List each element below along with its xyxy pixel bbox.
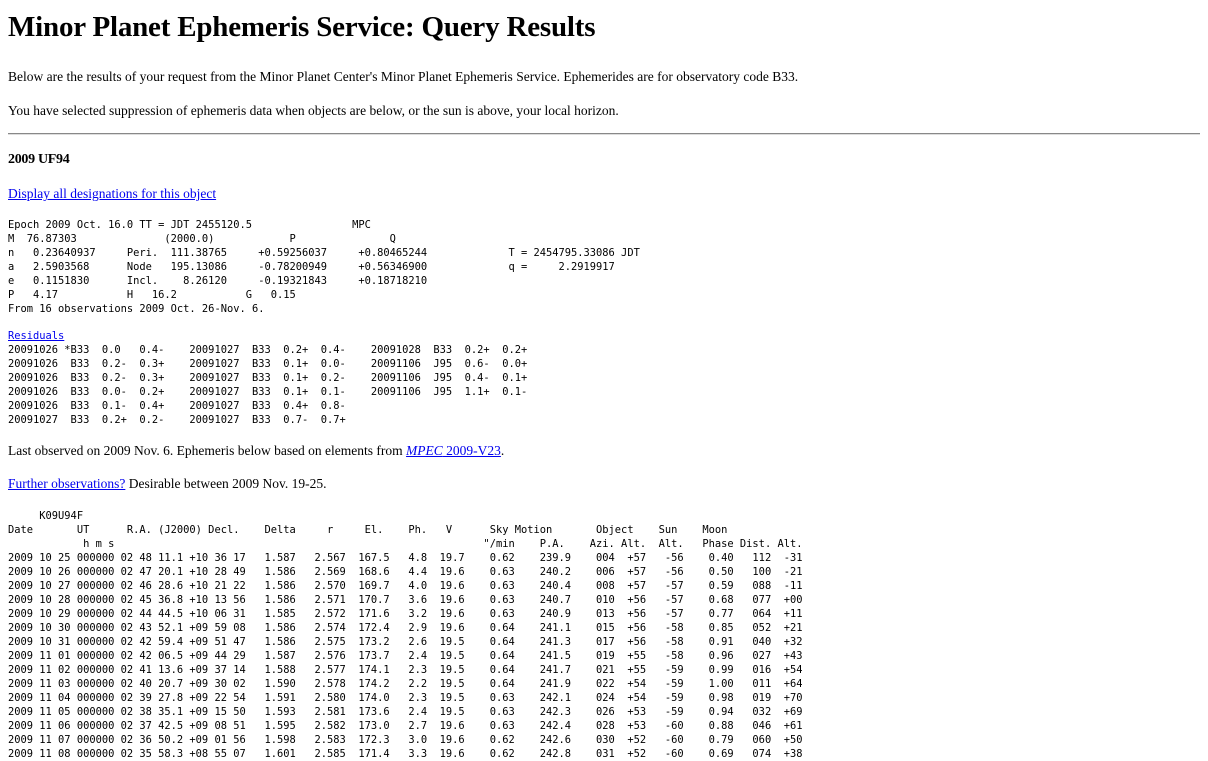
residual-row: 20091026 B33 0.0- 0.2+ 20091027 B33 0.1+ 0.1- 20091106 J95 1.1+ 0.1-: [8, 386, 528, 398]
ephemeris-row: 2009 11 06 000000 02 37 42.5 +09 08 51 1.595 2.582 173.0 2.7 19.6 0.63 242.4 028 +53 -60 0.88 046 +61: [8, 720, 803, 732]
designations-line: [8, 186, 1200, 202]
ephemeris-row: 2009 11 05 000000 02 38 35.1 +09 15 50 1.593 2.581 173.6 2.4 19.5 0.63 242.3 026 +53 -59 0.94 032 +69: [8, 706, 803, 718]
last-observed-line: [8, 443, 1200, 459]
residuals-link[interactable]: Residuals: [8, 330, 65, 342]
divider: [8, 133, 1200, 135]
ephemeris-row: 2009 10 30 000000 02 43 52.1 +09 59 08 1.586 2.574 172.4 2.9 19.6 0.64 241.1 015 +56 -58 0.85 052 +21: [8, 622, 803, 634]
desirable-dates: Desirable between 2009 Nov. 19-25.: [125, 476, 327, 491]
page: [0, 10, 1208, 761]
ephemeris-row: 2009 11 01 000000 02 42 06.5 +09 44 29 1.587 2.576 173.7 2.4 19.5 0.64 241.5 019 +55 -58 0.96 027 +43: [8, 650, 803, 662]
ephemeris-row: 2009 11 04 000000 02 39 27.8 +09 22 54 1.591 2.580 174.0 2.3 19.5 0.63 242.1 024 +54 -59 0.98 019 +70: [8, 692, 803, 704]
orbit-line: Epoch 2009 Oct. 16.0 TT = JDT 2455120.5 MPC: [8, 219, 371, 231]
residual-row: 20091026 B33 0.2- 0.3+ 20091027 B33 0.1+ 0.2- 20091106 J95 0.4- 0.1+: [8, 372, 528, 384]
ephemeris-table: [8, 509, 1200, 761]
orbit-line: e 0.1151830 Incl. 8.26120 -0.19321843 +0.18718210: [8, 275, 428, 287]
orbit-line: a 2.5903568 Node 195.13086 -0.78200949 +0.56346900 q = 2.2919917: [8, 261, 615, 273]
further-observations-link[interactable]: Further observations?: [8, 476, 126, 491]
intro-text: Below are the results of your request from the Minor Planet Center's Minor Planet Ephemeris Service. Ephemerides are for observatory code B33.: [8, 69, 799, 84]
residual-row: 20091026 B33 0.2- 0.3+ 20091027 B33 0.1+ 0.0- 20091106 J95 0.6- 0.0+: [8, 358, 528, 370]
mpec-number: 2009-V23: [442, 443, 501, 458]
last-observed-text: Last observed on 2009 Nov. 6. Ephemeris below based on elements from: [8, 443, 407, 458]
orbit-line: n 0.23640937 Peri. 111.38765 +0.59256037 +0.80465244 T = 2454795.33086 JDT: [8, 247, 640, 259]
ephemeris-header: Date UT R.A. (J2000) Decl. Delta r El. Ph. V Sky Motion Object Sun Moon: [8, 524, 728, 536]
residuals-table: [8, 343, 1200, 427]
ephemeris-row: 2009 11 08 000000 02 35 58.3 +08 55 07 1.601 2.585 171.4 3.3 19.6 0.62 242.8 031 +52 -60 0.69 074 +38: [8, 748, 803, 760]
ephemeris-row: 2009 10 31 000000 02 42 59.4 +09 51 47 1.586 2.575 173.2 2.6 19.5 0.64 241.3 017 +56 -58 0.91 040 +32: [8, 636, 803, 648]
orbit-line: From 16 observations 2009 Oct. 26-Nov. 6.: [8, 303, 265, 315]
ephemeris-row: 2009 10 28 000000 02 45 36.8 +10 13 56 1.586 2.571 170.7 3.6 19.6 0.63 240.7 010 +56 -57 0.68 077 +00: [8, 594, 803, 606]
ephemeris-header: h m s "/min P.A. Azi. Alt. Alt. Phase Dist. Alt.: [8, 538, 803, 550]
ephemeris-row: 2009 11 03 000000 02 40 20.7 +09 30 02 1.590 2.578 174.2 2.2 19.5 0.64 241.9 022 +54 -59 1.00 011 +64: [8, 678, 803, 690]
orbital-elements: [8, 218, 1200, 316]
ephemeris-row: 2009 11 07 000000 02 36 50.2 +09 01 56 1.598 2.583 172.3 3.0 19.6 0.62 242.6 030 +52 -60 0.79 060 +50: [8, 734, 803, 746]
residual-row: 20091026 *B33 0.0 0.4- 20091027 B33 0.2+ 0.4- 20091028 B33 0.2+ 0.2+: [8, 344, 528, 356]
mpec-link[interactable]: [406, 443, 501, 458]
further-observations-line: [8, 476, 1200, 492]
ephemeris-row: 2009 11 02 000000 02 41 13.6 +09 37 14 1.588 2.577 174.1 2.3 19.5 0.64 241.7 021 +55 -59 0.99 016 +54: [8, 664, 803, 676]
residuals-section: [8, 329, 1200, 427]
orbit-line: P 4.17 H 16.2 G 0.15: [8, 289, 296, 301]
ephemeris-row: 2009 10 29 000000 02 44 44.5 +10 06 31 1.585 2.572 171.6 3.2 19.6 0.63 240.9 013 +56 -57 0.77 064 +11: [8, 608, 803, 620]
page-title: Minor Planet Ephemeris Service: Query Results: [8, 11, 596, 43]
suppression-note: You have selected suppression of ephemeris data when objects are below, or the sun is above, your local horizon.: [8, 103, 619, 118]
ephemeris-header: K09U94F: [8, 510, 84, 522]
object-designation: 2009 UF94: [8, 152, 70, 167]
mpec-label: MPEC: [406, 443, 443, 458]
residual-row: 20091026 B33 0.1- 0.4+ 20091027 B33 0.4+ 0.8-: [8, 400, 346, 412]
period: .: [500, 443, 505, 458]
ephemeris-row: 2009 10 26 000000 02 47 20.1 +10 28 49 1.586 2.569 168.6 4.4 19.6 0.63 240.2 006 +57 -56 0.50 100 -21: [8, 566, 803, 578]
ephemeris-row: 2009 10 27 000000 02 46 28.6 +10 21 22 1.586 2.570 169.7 4.0 19.6 0.63 240.4 008 +57 -57 0.59 088 -11: [8, 580, 803, 592]
display-designations-link[interactable]: Display all designations for this object: [8, 186, 217, 201]
orbit-line: M 76.87303 (2000.0) P Q: [8, 233, 396, 245]
ephemeris-row: 2009 10 25 000000 02 48 11.1 +10 36 17 1.587 2.567 167.5 4.8 19.7 0.62 239.9 004 +57 -56 0.40 112 -31: [8, 552, 803, 564]
residual-row: 20091027 B33 0.2+ 0.2- 20091027 B33 0.7- 0.7+: [8, 414, 346, 426]
